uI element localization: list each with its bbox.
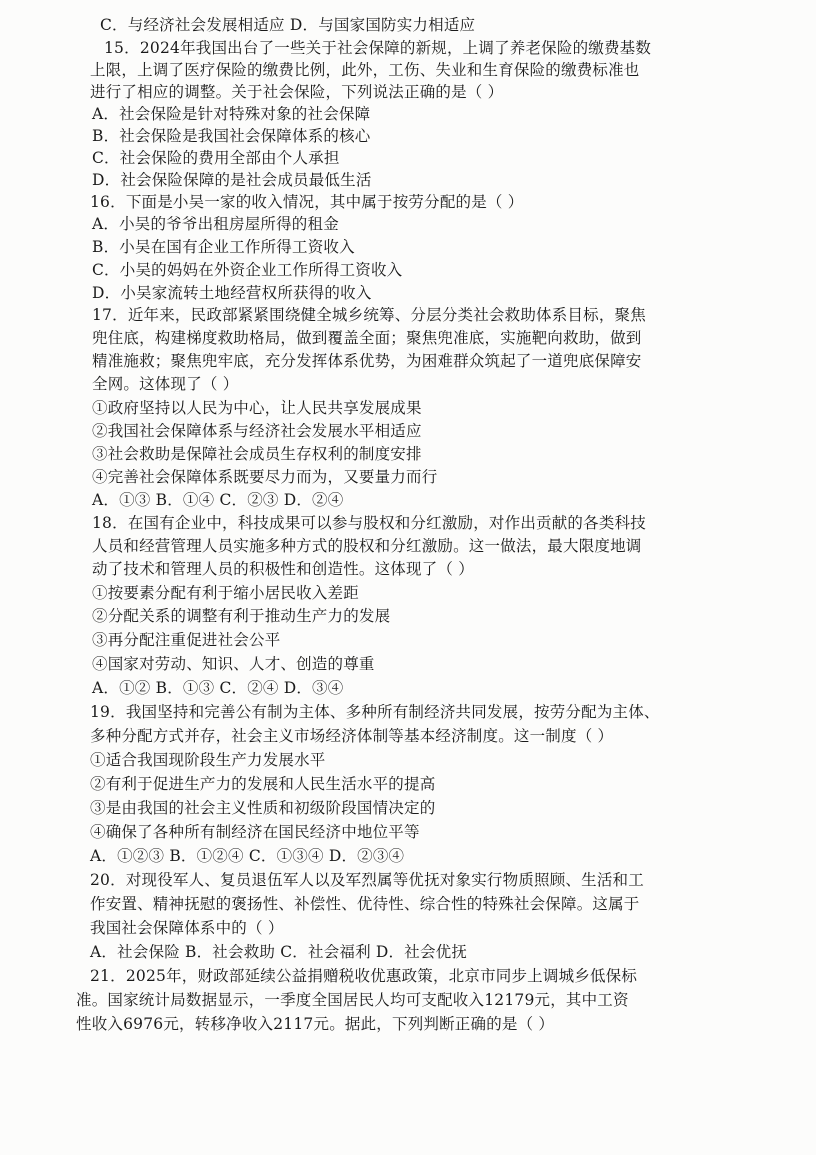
q16-option-b: B．小吴在国有企业工作所得工资收入: [92, 238, 355, 256]
q17-stem-line-2: 兜住底，构建梯度救助格局，做到覆盖全面；聚焦兜准底，实施靶向救助，做到: [92, 329, 642, 347]
q17-item-3: ③社会救助是保障社会成员生存权利的制度安排: [92, 445, 422, 463]
q17-choices: A．①③ B．①④ C．②③ D．②④: [92, 491, 344, 509]
q18-choices: A．①② B．①③ C．②④ D．③④: [92, 679, 344, 697]
q16-option-c: C．小吴的妈妈在外资企业工作所得工资收入: [92, 261, 403, 279]
q15-stem-line-2: 上限，上调了医疗保险的缴费比例，此外，工伤、失业和生育保险的缴费标准也: [90, 61, 640, 79]
q17-item-2: ②我国社会保障体系与经济社会发展水平相适应: [92, 422, 422, 440]
q18-stem-line-2: 人员和经营管理人员实施多种方式的股权和分红激励。这一做法，最大限度地调: [92, 537, 642, 555]
q18-item-1: ①按要素分配有利于缩小居民收入差距: [92, 584, 359, 602]
q17-stem-line-1: 17．近年来，民政部紧紧围绕健全城乡统筹、分层分类社会救助体系目标，聚焦: [92, 306, 646, 324]
q15-option-c: C．社会保险的费用全部由个人承担: [92, 149, 340, 167]
q16-option-a: A．小吴的爷爷出租房屋所得的租金: [92, 215, 339, 233]
q17-stem-line-4: 全网。这体现了（ ）: [92, 375, 239, 393]
q18-stem-line-1: 18．在国有企业中，科技成果可以参与股权和分红激励，对作出贡献的各类科技: [92, 514, 646, 532]
q17-stem-line-3: 精准施救；聚焦兜牢底，充分发挥体系优势，为困难群众筑起了一道兜底保障安: [92, 352, 642, 370]
q21-stem-line-3: 性收入6976元，转移净收入2117元。据此，下列判断正确的是（ ）: [76, 1015, 555, 1033]
q19-item-1: ①适合我国现阶段生产力发展水平: [90, 751, 326, 769]
q14-options-cd: C．与经济社会发展相适应 D．与国家国防实力相适应: [100, 16, 476, 34]
q15-stem-line-3: 进行了相应的调整。关于社会保险，下列说法正确的是（ ）: [90, 83, 504, 101]
q19-stem-line-1: 19．我国坚持和完善公有制为主体、多种所有制经济共同发展，按劳分配为主体、: [90, 703, 660, 721]
q21-stem-line-2: 准。国家统计局数据显示，一季度全国居民人均可支配收入12179元，其中工资: [76, 991, 629, 1009]
q15-option-d: D．社会保险保障的是社会成员最低生活: [92, 171, 372, 189]
q15-option-a: A．社会保险是针对特殊对象的社会保障: [92, 105, 371, 123]
q15-stem-line-1: 15．2024年我国出台了一些关于社会保障的新规，上调了养老保险的缴费基数: [104, 39, 652, 57]
q19-item-3: ③是由我国的社会主义性质和初级阶段国情决定的: [90, 799, 436, 817]
q18-item-4: ④国家对劳动、知识、人才、创造的尊重: [92, 655, 375, 673]
q15-option-b: B．社会保险是我国社会保障体系的核心: [92, 127, 371, 145]
q18-item-2: ②分配关系的调整有利于推动生产力的发展: [92, 607, 391, 625]
q19-choices: A．①②③ B．①②④ C．①③④ D．②③④: [90, 847, 405, 865]
q18-item-3: ③再分配注重促进社会公平: [92, 631, 281, 649]
q19-item-2: ②有利于促进生产力的发展和人民生活水平的提高: [90, 775, 436, 793]
q16-option-d: D．小吴家流转土地经营权所获得的收入: [92, 284, 372, 302]
q20-stem-line-2: 作安置、精神抚慰的褒扬性、补偿性、优待性、综合性的特殊社会保障。这属于: [90, 895, 640, 913]
q19-item-4: ④确保了各种所有制经济在国民经济中地位平等: [90, 823, 420, 841]
q20-stem-line-3: 我国社会保障体系中的（ ）: [90, 919, 284, 937]
q20-choices: A．社会保险 B．社会救助 C．社会福利 D．社会优抚: [90, 943, 468, 961]
q17-item-1: ①政府坚持以人民为中心，让人民共享发展成果: [92, 399, 422, 417]
q18-stem-line-3: 动了技术和管理人员的积极性和创造性。这体现了（ ）: [92, 560, 474, 578]
q20-stem-line-1: 20．对现役军人、复员退伍军人以及军烈属等优抚对象实行物质照顾、生活和工: [90, 871, 644, 889]
q16-stem: 16．下面是小吴一家的收入情况，其中属于按劳分配的是（ ）: [90, 193, 524, 211]
q17-item-4: ④完善社会保障体系既要尽力而为，又要量力而行: [92, 468, 438, 486]
q19-stem-line-2: 多种分配方式并存，社会主义市场经济体制等基本经济制度。这一制度（ ）: [90, 727, 614, 745]
q21-stem-line-1: 21．2025年，财政部延续公益捐赠税收优惠政策，北京市同步上调城乡低保标: [90, 967, 638, 985]
